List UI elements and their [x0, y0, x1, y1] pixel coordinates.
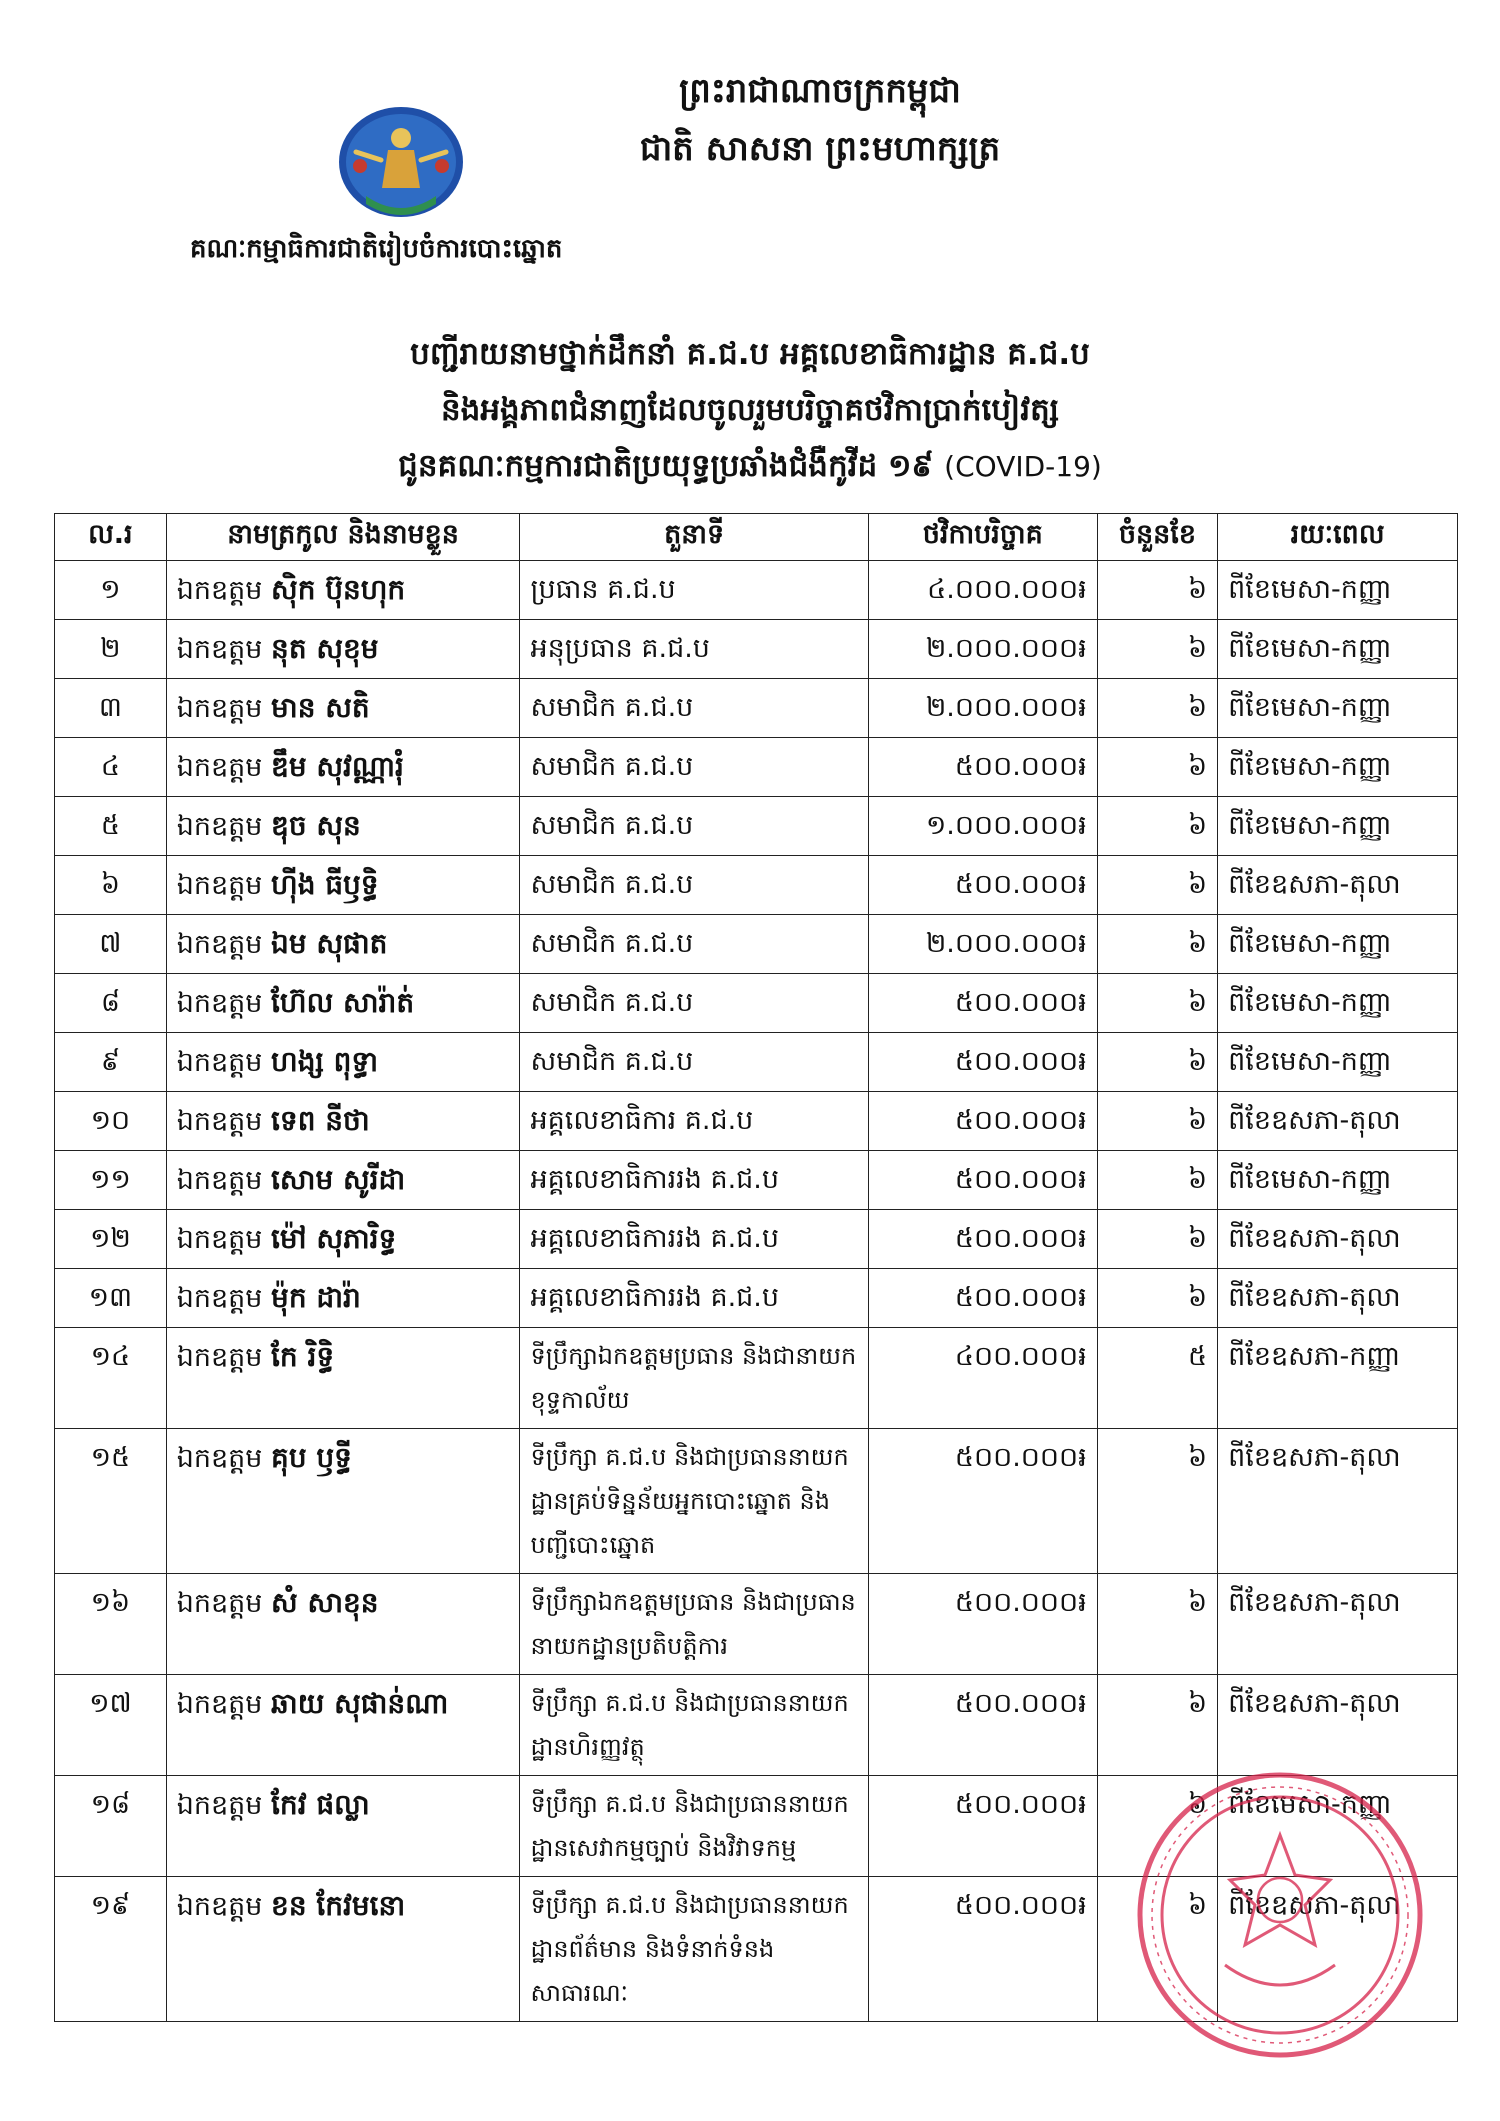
donation-amount: ២.០០០.០០០៛	[868, 915, 1097, 974]
member-position: សមាជិក គ.ជ.ប	[520, 856, 868, 915]
donation-months: ៦	[1097, 1092, 1217, 1151]
donation-months: ៦	[1097, 1033, 1217, 1092]
document-header	[560, 62, 1080, 178]
member-name: ហ៊ែល សារ៉ាត់	[271, 986, 415, 1019]
donation-period: ពីខែឧសភា-តុលា	[1218, 1210, 1458, 1269]
member-position: សមាជិក គ.ជ.ប	[520, 1033, 868, 1092]
donation-months: ៦	[1097, 1877, 1217, 2022]
table-row	[55, 915, 1458, 974]
row-number: ៩	[55, 1033, 167, 1092]
donation-period: ពីខែមេសា-កញ្ញា	[1218, 620, 1458, 679]
title-line-3-khmer: ជូនគណៈកម្មការជាតិប្រយុទ្ធប្រឆាំងជំងឺកូវីដ ១៩	[398, 448, 934, 484]
donation-period: ពីខែមេសា-កញ្ញា	[1218, 797, 1458, 856]
donation-months: ៦	[1097, 1776, 1217, 1877]
table-row	[55, 1151, 1458, 1210]
donation-period: ពីខែឧសភា-តុលា	[1218, 1429, 1458, 1574]
donation-months: ៦	[1097, 1151, 1217, 1210]
donation-period: ពីខែមេសា-កញ្ញា	[1218, 738, 1458, 797]
donation-period: ពីខែមេសា-កញ្ញា	[1218, 974, 1458, 1033]
donation-amount: ៥០០.០០០៛	[868, 1033, 1097, 1092]
donation-amount: ៥០០.០០០៛	[868, 1210, 1097, 1269]
donation-months: ៦	[1097, 1675, 1217, 1776]
donation-months: ៦	[1097, 561, 1217, 620]
member-position: សមាជិក គ.ជ.ប	[520, 679, 868, 738]
member-name: ទេព នីថា	[271, 1104, 370, 1137]
member-name: នុត សុខុម	[271, 632, 379, 665]
member-position: សមាជិក គ.ជ.ប	[520, 797, 868, 856]
header-amount: ថវិកាបរិច្ចាគ	[868, 514, 1097, 561]
row-number: ៨	[55, 974, 167, 1033]
member-honorific: ឯកឧត្តម	[176, 929, 263, 960]
donation-period: ពីខែឧសភា-កញ្ញា	[1218, 1328, 1458, 1429]
member-honorific: ឯកឧត្តម	[176, 1443, 263, 1474]
member-position: ទីប្រឹក្សាឯកឧត្តមប្រធាន និងជាប្រធាននាយកដ្ឋានប្រតិបត្តិការ	[520, 1574, 868, 1675]
row-number: ៤	[55, 738, 167, 797]
member-name-cell	[166, 1776, 520, 1877]
member-position: ទីប្រឹក្សា គ.ជ.ប និងជាប្រធាននាយកដ្ឋានគ្រប់ទិន្នន័យអ្នកបោះឆ្នោត និងបញ្ជីបោះឆ្នោត	[520, 1429, 868, 1574]
donation-amount: ២.០០០.០០០៛	[868, 620, 1097, 679]
member-name: កែ រិទ្ធិ	[271, 1340, 335, 1373]
donation-months: ៥	[1097, 1328, 1217, 1429]
donation-period: ពីខែឧសភា-តុលា	[1218, 1574, 1458, 1675]
donation-months: ៦	[1097, 915, 1217, 974]
member-honorific: ឯកឧត្តម	[176, 1689, 263, 1720]
donation-period: ពីខែមេសា-កញ្ញា	[1218, 1033, 1458, 1092]
member-honorific: ឯកឧត្តម	[176, 1891, 263, 1922]
table-row	[55, 856, 1458, 915]
member-name-cell	[166, 974, 520, 1033]
donation-months: ៦	[1097, 974, 1217, 1033]
donation-period: ពីខែមេសា-កញ្ញា	[1218, 915, 1458, 974]
member-name-cell	[166, 561, 520, 620]
table-row	[55, 1574, 1458, 1675]
member-honorific: ឯកឧត្តម	[176, 1224, 263, 1255]
donation-period: ពីខែឧសភា-តុលា	[1218, 856, 1458, 915]
title-line-1: បញ្ជីរាយនាមថ្នាក់ដឹកនាំ គ.ជ.ប អគ្គលេខាធិការដ្ឋាន គ.ជ.ប	[410, 336, 1090, 372]
member-position: សមាជិក គ.ជ.ប	[520, 974, 868, 1033]
member-name-cell	[166, 738, 520, 797]
donation-period: ពីខែឧសភា-តុលា	[1218, 1675, 1458, 1776]
donation-amount: ៥០០.០០០៛	[868, 974, 1097, 1033]
donation-amount: ៥០០.០០០៛	[868, 738, 1097, 797]
member-name-cell	[166, 1092, 520, 1151]
member-name: សោម សូរីដា	[271, 1163, 406, 1196]
table-header-row	[55, 514, 1458, 561]
donation-period: ពីខែមេសា-កញ្ញា	[1218, 1151, 1458, 1210]
donation-amount: ៥០០.០០០៛	[868, 1675, 1097, 1776]
member-name-cell	[166, 1269, 520, 1328]
member-honorific: ឯកឧត្តម	[176, 1790, 263, 1821]
donation-period: ពីខែមេសា-កញ្ញា	[1218, 679, 1458, 738]
donation-months: ៦	[1097, 856, 1217, 915]
member-name: មាន សតិ	[271, 691, 370, 724]
member-name: ហង្ស ពុទ្ធា	[271, 1045, 379, 1078]
row-number: ១៩	[55, 1877, 167, 2022]
row-number: ១៣	[55, 1269, 167, 1328]
row-number: ១១	[55, 1151, 167, 1210]
donation-period: ពីខែមេសា-កញ្ញា	[1218, 1776, 1458, 1877]
donation-months: ៦	[1097, 620, 1217, 679]
table-row	[55, 974, 1458, 1033]
row-number: ១៥	[55, 1429, 167, 1574]
row-number: ១០	[55, 1092, 167, 1151]
member-honorific: ឯកឧត្តម	[176, 1588, 263, 1619]
member-honorific: ឯកឧត្តម	[176, 1165, 263, 1196]
member-name: ឌឹម សុវណ្ណារុំ	[271, 750, 404, 783]
member-position: អគ្គលេខាធិការ គ.ជ.ប	[520, 1092, 868, 1151]
member-name: គុប ឫទ្ធី	[271, 1441, 352, 1474]
member-name-cell	[166, 1429, 520, 1574]
kingdom-title: ព្រះរាជាណាចក្រកម្ពុជា	[679, 71, 961, 111]
donation-amount: ៤០០.០០០៛	[868, 1328, 1097, 1429]
donation-months: ៦	[1097, 1429, 1217, 1574]
member-name: កែវ ផល្លា	[271, 1788, 370, 1821]
member-position: ទីប្រឹក្សា គ.ជ.ប និងជាប្រធាននាយកដ្ឋានសេវាកម្មច្បាប់ និងវិវាទកម្ម	[520, 1776, 868, 1877]
donation-months: ៦	[1097, 1210, 1217, 1269]
table-row	[55, 620, 1458, 679]
table-row	[55, 1269, 1458, 1328]
member-name-cell	[166, 856, 520, 915]
table-row	[55, 738, 1458, 797]
row-number: ៦	[55, 856, 167, 915]
donation-amount: ៥០០.០០០៛	[868, 856, 1097, 915]
donation-amount: ៥០០.០០០៛	[868, 1151, 1097, 1210]
table-row	[55, 797, 1458, 856]
table-row	[55, 561, 1458, 620]
donation-amount: ៥០០.០០០៛	[868, 1429, 1097, 1574]
member-name-cell	[166, 1210, 520, 1269]
member-position: អគ្គលេខាធិការរង គ.ជ.ប	[520, 1151, 868, 1210]
donation-period: ពីខែឧសភា-តុលា	[1218, 1877, 1458, 2022]
member-position: ទីប្រឹក្សាឯកឧត្តមប្រធាន និងជានាយកខុទ្ទកាល័យ	[520, 1328, 868, 1429]
donation-amount: ២.០០០.០០០៛	[868, 679, 1097, 738]
donation-months: ៦	[1097, 797, 1217, 856]
member-name-cell	[166, 1877, 520, 2022]
member-honorific: ឯកឧត្តម	[176, 1342, 263, 1373]
title-line-3	[60, 438, 1440, 495]
title-line-2: និងអង្គភាពជំនាញដែលចូលរួមបរិច្ចាគថវិកាប្រាក់បៀវត្ស	[440, 392, 1060, 428]
table-row	[55, 1675, 1458, 1776]
member-name-cell	[166, 797, 520, 856]
donation-amount: ៥០០.០០០៛	[868, 1574, 1097, 1675]
donation-amount: ១.០០០.០០០៛	[868, 797, 1097, 856]
member-name: ម៉ៅ សុភារិទ្ធ	[271, 1222, 397, 1255]
member-position: អនុប្រធាន គ.ជ.ប	[520, 620, 868, 679]
committee-name: គណៈកម្មាធិការជាតិរៀបចំការបោះឆ្នោត	[190, 234, 563, 264]
member-honorific: ឯកឧត្តម	[176, 1047, 263, 1078]
row-number: ៥	[55, 797, 167, 856]
row-number: ៣	[55, 679, 167, 738]
nec-logo-icon	[336, 100, 466, 230]
donation-months: ៦	[1097, 738, 1217, 797]
member-name: ខន កែវមនោ	[271, 1889, 406, 1922]
header-no: ល.រ	[55, 514, 167, 561]
member-position: អគ្គលេខាធិការរង គ.ជ.ប	[520, 1269, 868, 1328]
header-period: រយៈពេល	[1218, 514, 1458, 561]
donation-months: ៦	[1097, 1574, 1217, 1675]
member-position: អគ្គលេខាធិការរង គ.ជ.ប	[520, 1210, 868, 1269]
member-name: ឆាយ សុផាន់ណា	[271, 1687, 449, 1720]
member-name-cell	[166, 1574, 520, 1675]
header-name: នាមត្រកូល និងនាមខ្លួន	[166, 514, 520, 561]
member-position: សមាជិក គ.ជ.ប	[520, 915, 868, 974]
donation-amount: ៥០០.០០០៛	[868, 1269, 1097, 1328]
national-motto: ជាតិ សាសនា ព្រះមហាក្សត្រ	[639, 129, 1001, 169]
member-honorific: ឯកឧត្តម	[176, 634, 263, 665]
donation-months: ៦	[1097, 679, 1217, 738]
member-name-cell	[166, 1675, 520, 1776]
table-row	[55, 1210, 1458, 1269]
member-name: ហ៊ីង ធីឫទ្ធិ	[271, 868, 379, 901]
member-name: ឌុច សុន	[271, 809, 361, 842]
donation-amount: ៥០០.០០០៛	[868, 1776, 1097, 1877]
member-honorific: ឯកឧត្តម	[176, 811, 263, 842]
member-name-cell	[166, 915, 520, 974]
table-row	[55, 1328, 1458, 1429]
member-position: ប្រធាន គ.ជ.ប	[520, 561, 868, 620]
member-name: សំ សាខុន	[271, 1586, 379, 1619]
donation-amount: ៤.០០០.០០០៛	[868, 561, 1097, 620]
title-line-3-latin: (COVID-19)	[944, 450, 1102, 483]
row-number: ១២	[55, 1210, 167, 1269]
member-name: ម៉ុក ដារ៉ា	[271, 1281, 361, 1314]
row-number: ២	[55, 620, 167, 679]
row-number: ៧	[55, 915, 167, 974]
member-position: ទីប្រឹក្សា គ.ជ.ប និងជាប្រធាននាយកដ្ឋានហិរញ្ញវត្ថុ	[520, 1675, 868, 1776]
member-honorific: ឯកឧត្តម	[176, 693, 263, 724]
row-number: ១	[55, 561, 167, 620]
row-number: ១៨	[55, 1776, 167, 1877]
header-position: តួនាទី	[520, 514, 868, 561]
table-row	[55, 1092, 1458, 1151]
donation-period: ពីខែឧសភា-តុលា	[1218, 1092, 1458, 1151]
member-honorific: ឯកឧត្តម	[176, 575, 263, 606]
member-name: ឯម សុផាត	[271, 927, 388, 960]
table-row	[55, 679, 1458, 738]
member-name-cell	[166, 1151, 520, 1210]
document-title	[60, 326, 1440, 495]
header-months: ចំនួនខែ	[1097, 514, 1217, 561]
member-name-cell	[166, 679, 520, 738]
member-honorific: ឯកឧត្តម	[176, 988, 263, 1019]
member-position: សមាជិក គ.ជ.ប	[520, 738, 868, 797]
table-row	[55, 1429, 1458, 1574]
member-name-cell	[166, 1328, 520, 1429]
table-row	[55, 1033, 1458, 1092]
official-seal-icon	[1130, 1765, 1430, 2065]
row-number: ១៤	[55, 1328, 167, 1429]
member-position: ទីប្រឹក្សា គ.ជ.ប និងជាប្រធាននាយកដ្ឋានព័ត៌មាន និងទំនាក់ទំនងសាធារណៈ	[520, 1877, 868, 2022]
row-number: ១៧	[55, 1675, 167, 1776]
donation-months: ៦	[1097, 1269, 1217, 1328]
donation-amount: ៥០០.០០០៛	[868, 1877, 1097, 2022]
member-honorific: ឯកឧត្តម	[176, 752, 263, 783]
member-honorific: ឯកឧត្តម	[176, 1283, 263, 1314]
donation-period: ពីខែឧសភា-តុលា	[1218, 1269, 1458, 1328]
member-name-cell	[166, 620, 520, 679]
member-honorific: ឯកឧត្តម	[176, 1106, 263, 1137]
member-name-cell	[166, 1033, 520, 1092]
member-name: ស៊ិក ប៊ុនហុក	[271, 573, 406, 606]
donation-period: ពីខែមេសា-កញ្ញា	[1218, 561, 1458, 620]
member-honorific: ឯកឧត្តម	[176, 870, 263, 901]
donation-amount: ៥០០.០០០៛	[868, 1092, 1097, 1151]
row-number: ១៦	[55, 1574, 167, 1675]
